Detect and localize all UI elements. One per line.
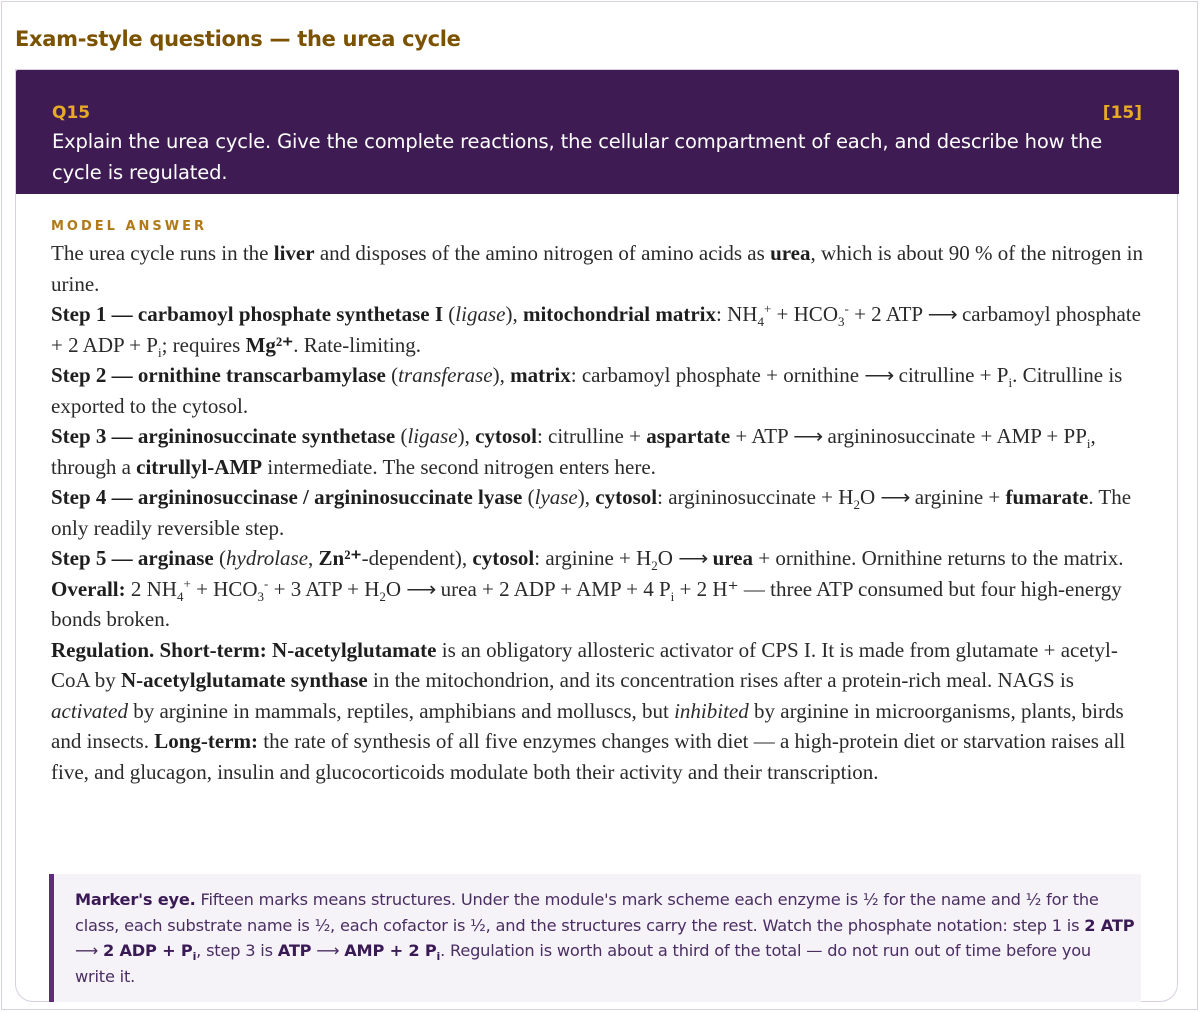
question-text: Explain the urea cycle. Give the complete reactions, the cellular compartment of each, and describe how the cycle is regulated. bbox=[52, 130, 1103, 184]
answer-regulation: Regulation. Short-term: N-acetylglutamate is an obligatory allosteric activator of CPS I. It is made from glutamate + acetyl-CoA by N-acetylglutamate synthase in the mitochondrion, and its concentration rises after a protein-rich meal. NAGS is activated by arginine in mammals, reptiles, amphibians and molluscs, but inhibited by arginine in microorganisms, plants, birds and insects. Long-term: the rate of synthesis of all five enzymes changes with diet — a high-protein diet or starvation raises all five, and glucagon, insulin and glucocorticoids modulate both their activity and their transcription. bbox=[51, 637, 1126, 784]
question-header bbox=[16, 70, 1179, 194]
reaction-arrow: ⟶ bbox=[678, 546, 708, 570]
reaction-arrow: ⟶ bbox=[864, 363, 894, 387]
answer-step-2: Step 2 — ornithine transcarbamylase (transferase), matrix: carbamoyl phosphate + ornithine ⟶ citrulline + $P_i$. Citrulline is exported to the cytosol. bbox=[51, 363, 1123, 418]
answer-step-1: Step 1 — carbamoyl phosphate synthetase I (ligase), mitochondrial matrix: $NH_4^+ + HCO_3^- + 2$ ATP ⟶ carbamoyl phosphate + 2 ADP + $P_i$; requires Mg²⁺. Rate-limiting. bbox=[51, 301, 1141, 360]
question-marks: [15] bbox=[1102, 103, 1142, 123]
question-number: Q15 bbox=[52, 103, 91, 123]
answer-overall: Overall: 2 $NH_4^+ + HCO_3^- + 3$ ATP + $H_2O$ ⟶ urea + 2 ADP + AMP + 4 $P_i + 2$ H⁺ — three ATP consumed but four high-energy bonds broken. bbox=[51, 575, 1122, 631]
model-answer bbox=[51, 238, 1146, 787]
reaction-arrow: ⟶ bbox=[927, 302, 957, 326]
markers-eye-text: Marker's eye. Fifteen marks means structures. Under the module's mark scheme each enzyme is ½ for the name and ½ for the class, each substrate name is ½, each cofactor is ½, and the structures carry the rest. Watch the phosphate notation: step 1 is 2 ATP ⟶ 2 ADP + $P_i$, step 3 is ATP ⟶ AMP + 2 $P_i$. Regulation is worth about a third of the total — do not run out of time before you write it. bbox=[75, 890, 1135, 986]
answer-step-3: Step 3 — argininosuccinate synthetase (ligase), cytosol: citrulline + aspartate + ATP ⟶ argininosuccinate + AMP + $PP_i$, through a citrullyl-AMP intermediate. The second nitrogen enters here. bbox=[51, 424, 1096, 479]
reaction-arrow: ⟶ bbox=[406, 576, 436, 601]
page-title: Exam-style questions — the urea cycle bbox=[15, 27, 461, 51]
reaction-arrow: ⟶ bbox=[793, 424, 823, 448]
answer-intro: The urea cycle runs in the liver and disposes of the amino nitrogen of amino acids as urea, which is about 90 % of the nitrogen in urine. bbox=[51, 241, 1143, 296]
markers-eye-note bbox=[49, 874, 1141, 1002]
reaction-arrow: ⟶ bbox=[880, 485, 910, 509]
answer-step-5: Step 5 — arginase (hydrolase, Zn²⁺-dependent), cytosol: arginine + $H_2O$ ⟶ urea + ornithine. Ornithine returns to the matrix. bbox=[51, 546, 1124, 574]
model-answer-label: MODEL ANSWER bbox=[51, 219, 208, 234]
answer-step-4: Step 4 — argininosuccinase / argininosuccinate lyase (lyase), cytosol: argininosuccinate + $H_2O$ ⟶ arginine + fumarate. The only readily reversible step. bbox=[51, 485, 1132, 540]
